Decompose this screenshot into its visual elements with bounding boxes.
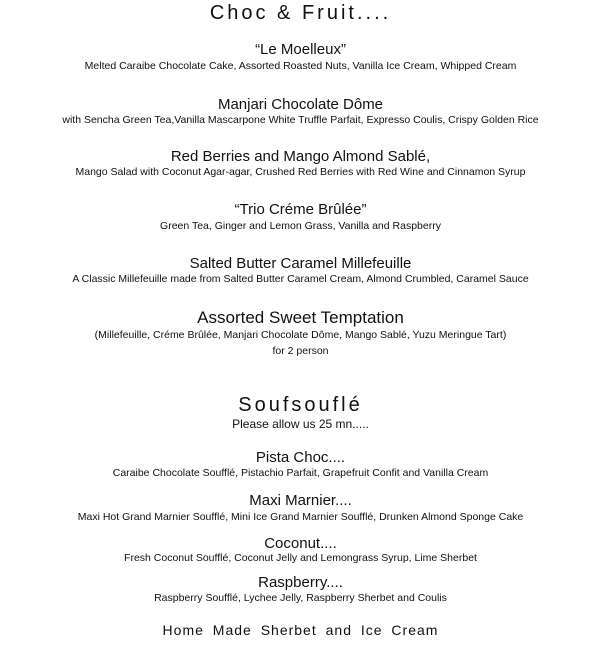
section-subtitle-soufsoufle: Please allow us 25 mn..... <box>232 417 369 431</box>
section-title-soufsoufle: Soufsouflé <box>238 394 363 416</box>
section-title-choc-fruit: Choc & Fruit.... <box>209 2 392 24</box>
item-name-le-moelleux: “Le Moelleux” <box>255 41 346 58</box>
item-desc-le-moelleux: Melted Caraibe Chocolate Cake, Assorted Roasted Nuts, Vanilla Ice Cream, Whipped Cream <box>84 60 517 72</box>
item-name-pista-choc: Pista Choc.... <box>255 449 346 466</box>
item-name-coconut: Coconut.... <box>264 535 337 552</box>
item-desc-caramel-millefeuille: A Classic Millefeuille made from Salted Butter Caramel Cream, Almond Crumbled, Caramel Sauce <box>72 273 529 285</box>
item-note-sweet-temptation: for 2 person <box>272 345 329 357</box>
item-desc-pista-choc: Caraibe Chocolate Soufflé, Pistachio Parfait, Grapefruit Confit and Vanilla Cream <box>112 467 489 479</box>
item-name-caramel-millefeuille: Salted Butter Caramel Millefeuille <box>189 255 412 272</box>
item-desc-raspberry: Raspberry Soufflé, Lychee Jelly, Raspberry Sherbet and Coulis <box>154 592 447 604</box>
item-name-trio-creme-brulee: “Trio Créme Brûlée” <box>234 201 367 218</box>
item-name-sweet-temptation: Assorted Sweet Temptation <box>197 308 404 327</box>
item-name-maxi-marnier: Maxi Marnier.... <box>249 492 352 509</box>
footer-sherbet-ice-cream: Home Made Sherbet and Ice Cream <box>162 622 439 638</box>
item-desc-coconut: Fresh Coconut Soufflé, Coconut Jelly and Lemongrass Syrup, Lime Sherbet <box>124 552 477 564</box>
item-desc-maxi-marnier: Maxi Hot Grand Marnier Soufflé, Mini Ice Grand Marnier Soufflé, Drunken Almond Sponge Cake <box>77 511 524 523</box>
item-desc-red-berries: Mango Salad with Coconut Agar-agar, Crushed Red Berries with Red Wine and Cinnamon Syrup <box>75 166 526 178</box>
item-name-red-berries: Red Berries and Mango Almond Sablé, <box>170 148 431 165</box>
item-desc-manjari-dome: with Sencha Green Tea,Vanilla Mascarpone White Truffle Parfait, Expresso Coulis, Crispy Golden Rice <box>62 114 539 126</box>
item-name-manjari-dome: Manjari Chocolate Dôme <box>217 96 384 113</box>
item-name-raspberry: Raspberry.... <box>258 574 343 591</box>
item-desc-sweet-temptation: (Millefeuille, Créme Brûlée, Manjari Chocolate Dôme, Mango Sablé, Yuzu Meringue Tart) <box>94 329 507 341</box>
item-desc-trio-creme-brulee: Green Tea, Ginger and Lemon Grass, Vanilla and Raspberry <box>160 220 441 232</box>
